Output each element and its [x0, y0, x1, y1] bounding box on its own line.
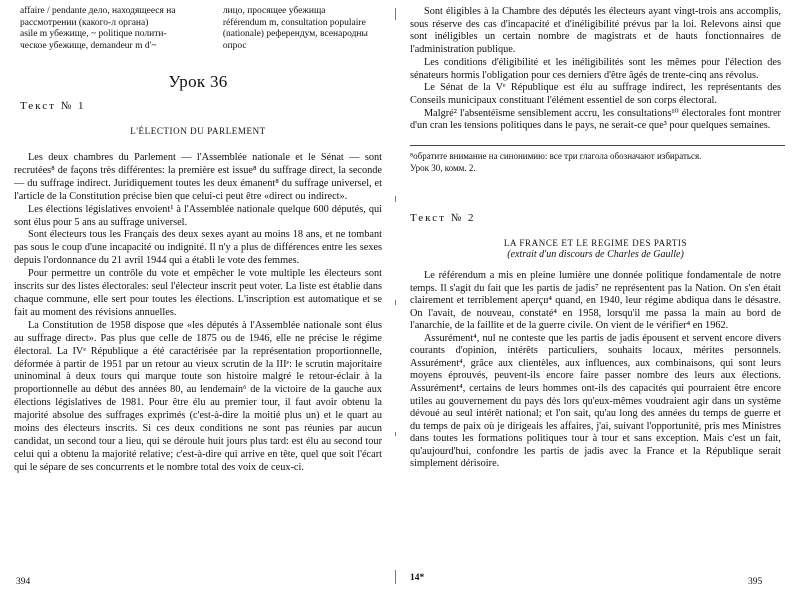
paragraph: Malgré² l'absentéisme sensiblement accru, les consultations¹⁰ électorales font montrer d'un cran les tensions politiques dans le pays, ne serait-ce que³ pour quelques semaines. [410, 107, 781, 132]
paragraph: Les deux chambres du Parlement — l'Assemblée nationale et le Sénat — sont recrutées⁸ de façons très différentes: la première est issue⁸ du suffrage direct, la seconde — du suffrage indirect. Juridiquement toutes les deux émanent⁸ du suffrage universel, et l'article de la Constitution précise bien que celui-ci peut être «direct ou indirect». [14, 152, 382, 202]
gloss-line: лицо, просящее убежища [222, 6, 326, 16]
lesson-title: Урок 36 [168, 72, 228, 91]
paragraph: Assurément⁴, nul ne conteste que les partis de jadis épousent et servent encore divers courants d'opinion, intérêts particuliers, souhaits locaux, mérites personnels. Assurément⁴, grâce aux clientèles, aux influences, aux combinaisons, qui sont leurs moyens éprouvés, peuvent-ils encore faire passer nombre des leurs aux élections. Assurément⁴, certains de leurs hommes ont-ils des capacités qui pourraient être encore utiles au gouvernement du pays dès lors qu'eux-mêmes voudraient agir dans un système dévoué au seul intérêt national; et l'on sait, qu'au long des années du temps de guerre et du temps de paix où je dirigeais les affaires, j'ai, suivant l'opportunité, pris mes Ministres dans toutes les formations politiques tour à tour et sans exception. Mais c'est un fait, qu'aujourd'hui, confondre les partis de jadis avec la France et la République serait simplement dérisoire. [410, 332, 781, 470]
footnote-line: ⁸обратите внимание на синонимию: все три глагола обозначают избираться. [410, 151, 702, 162]
book-gutter [395, 0, 397, 600]
section-subtitle: (extrait d'un discours de Charles de Gaulle) [507, 249, 684, 261]
paragraph: Les conditions d'éligibilité et les inéligibilités sont les mêmes pour l'élection des sénateurs hormis l'obligation pour ces derniers d'être âgés de trente-cinq ans révolus. [410, 56, 781, 81]
gloss-line: рассмотрении (какого-л органа) [20, 17, 149, 28]
right-page [400, 0, 793, 600]
gloss-line: asile m убежище, ~ politique полити- [20, 29, 167, 39]
left-body-text [14, 152, 382, 475]
paragraph: Sont électeurs tous les Français des deux sexes ayant au moins 18 ans, et ne tombant pas sous le coup d'une incapacité ou indignité. Il n'y a plus de différences entre les sexes depuis l'ordonnance du 21 avril 1944 qui a établi le vote des femmes. [14, 229, 382, 267]
right-body-text-top [410, 6, 781, 133]
section-title: L'ÉLECTION DU PARLEMENT [130, 126, 266, 136]
paragraph: Sont éligibles à la Chambre des députés les électeurs ayant vingt-trois ans accomplis, sous réserve des cas d'incapacité et d'inéligibilité prévus par la loi. Relevons ainsi que sont inéligibles un certain nombre de magistrats et de hauts fonctionnaires de l'administration publique. [410, 6, 781, 56]
text-number: Текст № 2 [410, 212, 476, 225]
left-page [0, 0, 392, 600]
gloss-column-2 [223, 6, 382, 52]
signature-mark: 14* [410, 573, 425, 583]
page-number-left: 394 [16, 577, 31, 587]
footnote-line: Урок 30, комм. 2. [410, 162, 476, 173]
paragraph: Le référendum a mis en pleine lumière une donnée politique fondamentale de notre temps. Il s'agit du fait que les partis de jadis⁷ ne représentent pas la Nation. On s'en était clairement et terriblement aperçu⁴ quand, en 1940, leur régime abdiqua dans le désastre. On l'avait, de nouveau, constaté⁴ en 1958, lorsqu'il me passa la main au bord de l'anarchie, de la faillite et de la guerre civile. On vient de le vérifier⁴ en 1962. [410, 270, 781, 332]
gloss-column-1 [20, 6, 201, 52]
paragraph: Pour permettre un contrôle du vote et empêcher le vote multiple les électeurs sont inscrits sur des listes électorales: seul l'électeur inscrit peut voter. La liste est établie dans chaque commune, elle sert pour toutes les élections. L'inscription est automatique et se fait au moment des révisions annuelles. [14, 268, 382, 318]
gloss-line: affaire / pendante дело, находящееся на [20, 6, 176, 16]
gloss-line: (nationale) референдум, всенародны [222, 29, 368, 39]
section-title: LA FRANCE ET LE REGIME DES PARTIS [503, 238, 688, 249]
gloss-line: référendum m, consultation populaire [222, 17, 366, 28]
paragraph: Le Sénat de la Vᵉ République est élu au suffrage indirect, les représentants des Conseils municipaux constituant l'élément essentiel de son corps électoral. [410, 82, 781, 106]
paragraph: Les élections législatives envoient¹ à l'Assemblée nationale quelque 600 députés, qui sont élus pour 5 ans au suffrage universel. [14, 203, 382, 228]
gloss-line: опрос [222, 40, 247, 51]
footnote [410, 145, 785, 174]
gloss-line: ческое убежище, demandeur m d'~ [20, 40, 157, 51]
right-body-text-bottom [410, 270, 781, 471]
text-number: Текст № 1 [20, 100, 86, 112]
page-number-right: 395 [748, 577, 763, 587]
vocabulary-gloss [20, 6, 382, 52]
paragraph: La Constitution de 1958 dispose que «les députés à l'Assemblée nationale sont élus au suffrage direct». Pas plus que celle de 1875 ou de 1946, elle ne précise le régime électoral. La IVᵉ République a été caractérisée par la représentation proportionnelle, déformée à partir de 1951 par un retour au vieux scrutin de la IIIᵉ: le scrutin majoritaire uninominal à deux tours qui marque toute son histoire malgré le retour-éclair à la proportionnelle au début des années 80, au lendemain⁶ de la victoire de la gauche aux élections législatives de 1981. Pour être élu au premier tour, il faut avoir obtenu la majorité absolue des suffrages exprimés (c'est-à-dire la moitié plus un) et le quart au moins des électeurs inscrits. Si ces deux conditions ne sont pas réunies par aucun candidat, un second tour a lieu, qui se déroule huit jours plus tard: est élu au second tour celui qui a obtenu la majorité relative; c'est-à-dire qui arrive en tête, quel que soit l'écart qui le sépare de ses concurrents et le nombre total des voix de ceux-ci. [14, 319, 382, 473]
